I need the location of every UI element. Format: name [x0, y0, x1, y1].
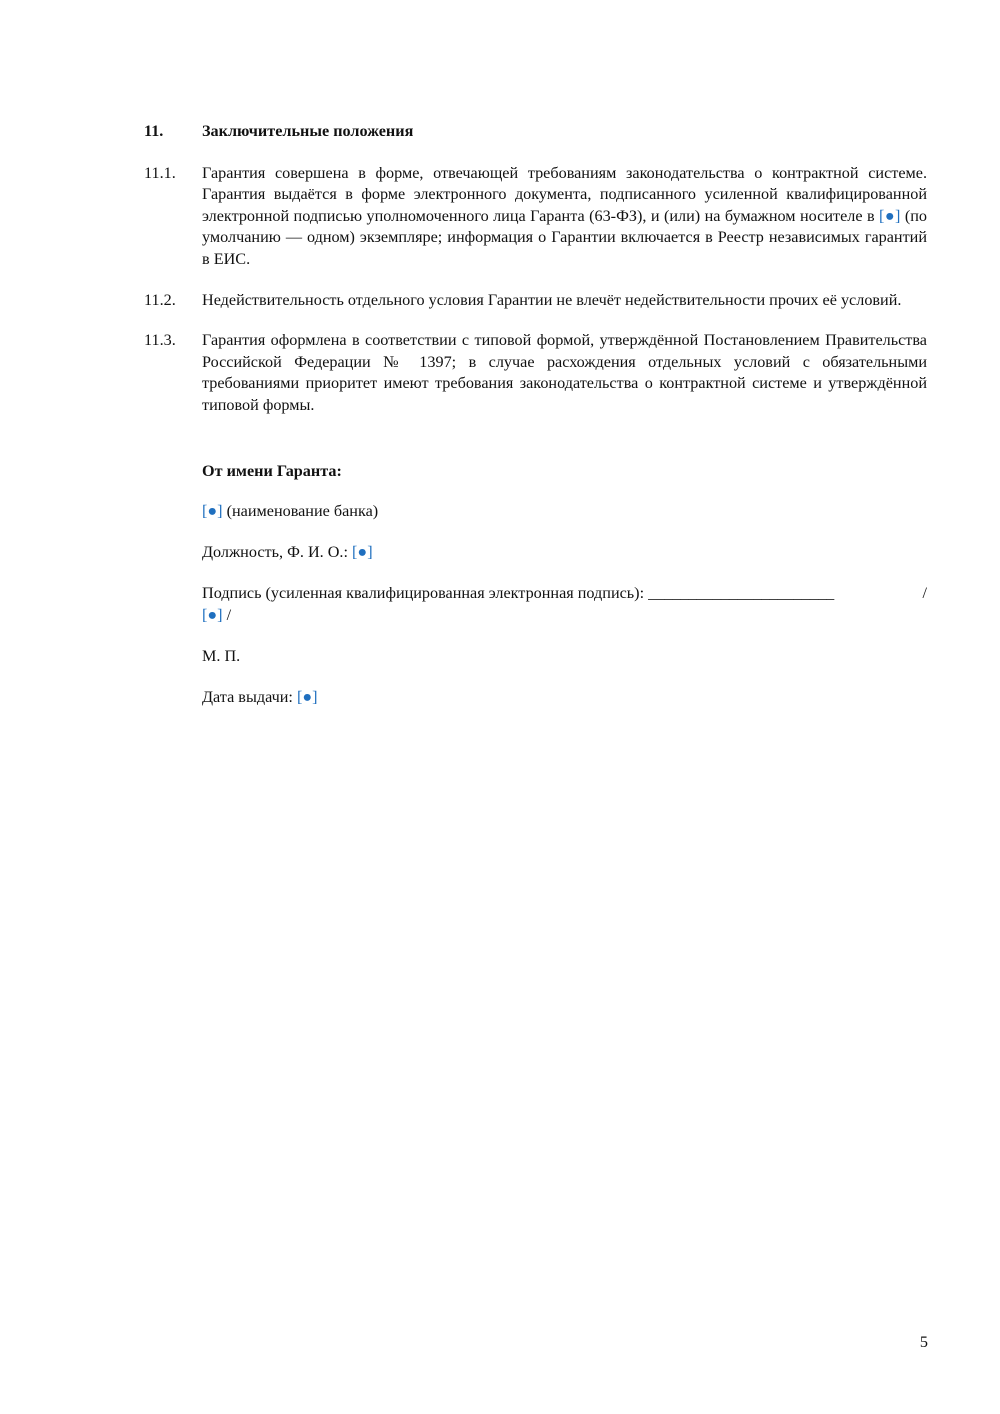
signature-line-row [202, 583, 927, 605]
signature-label: Подпись (усиленная квалифицированная электронная подпись): _______________________ [202, 584, 835, 603]
signature-name-row [202, 605, 927, 627]
section-heading [144, 121, 927, 143]
date-placeholder: [●] [296, 687, 318, 706]
clause-text-part: Гарантия совершена в форме, отвечающей требованиям законодательства о контрактной системе. Гарантия выдаётся в форме электронного документа, подписанного усиленной квалифицированной электронной подписью уполномоченного лица Гаранта (63-ФЗ), и (или) на бумажном носителе в [202, 163, 927, 225]
seal-line: М. П. [202, 646, 241, 665]
signature-title: От имени Гаранта: [202, 461, 342, 480]
clause-text [202, 163, 927, 271]
position-line [202, 542, 927, 564]
issue-date-line [202, 687, 927, 709]
signatory-placeholder: [●] [202, 605, 223, 624]
clause-11-2 [144, 290, 927, 312]
page-number: 5 [919, 1333, 928, 1351]
date-label: Дата выдачи: [202, 687, 297, 706]
clause-text-part: (по умолчанию — одном) экземпляре; информация о Гарантии включается в Реестр независимых гарантий в ЕИС. [202, 206, 927, 268]
clause-11-1 [144, 163, 927, 271]
clause-text: Недействительность отдельного условия Гарантии не влечёт недействительности прочих её условий. [202, 290, 902, 309]
signature-slash: / [922, 584, 927, 603]
position-placeholder: [●] [352, 543, 373, 562]
signature-block [202, 461, 927, 709]
clause-11-3 [144, 330, 927, 416]
section-number: 11. [144, 122, 164, 140]
copies-placeholder: [●] [879, 206, 901, 225]
bank-name-line [202, 501, 927, 523]
section-title: Заключительные положения [202, 122, 414, 140]
clause-number: 11.2. [144, 290, 176, 309]
document-content [144, 121, 927, 728]
clause-number: 11.3. [144, 331, 176, 350]
bank-label: (наименование банка) [222, 502, 379, 521]
bank-placeholder: [●] [202, 502, 223, 521]
clause-number: 11.1. [144, 163, 176, 182]
position-label: Должность, Ф. И. О.: [202, 543, 353, 562]
clause-text: Гарантия оформлена в соответствии с типовой формой, утверждённой Постановлением Правительства Российской Федерации № 1397; в случае расхождения отдельных условий с обязательными требованиями приоритет имеют требования законодательства о контрактной системе и утверждённой типовой формы. [202, 331, 927, 414]
signature-end: / [222, 605, 232, 624]
signature-line [202, 583, 927, 626]
